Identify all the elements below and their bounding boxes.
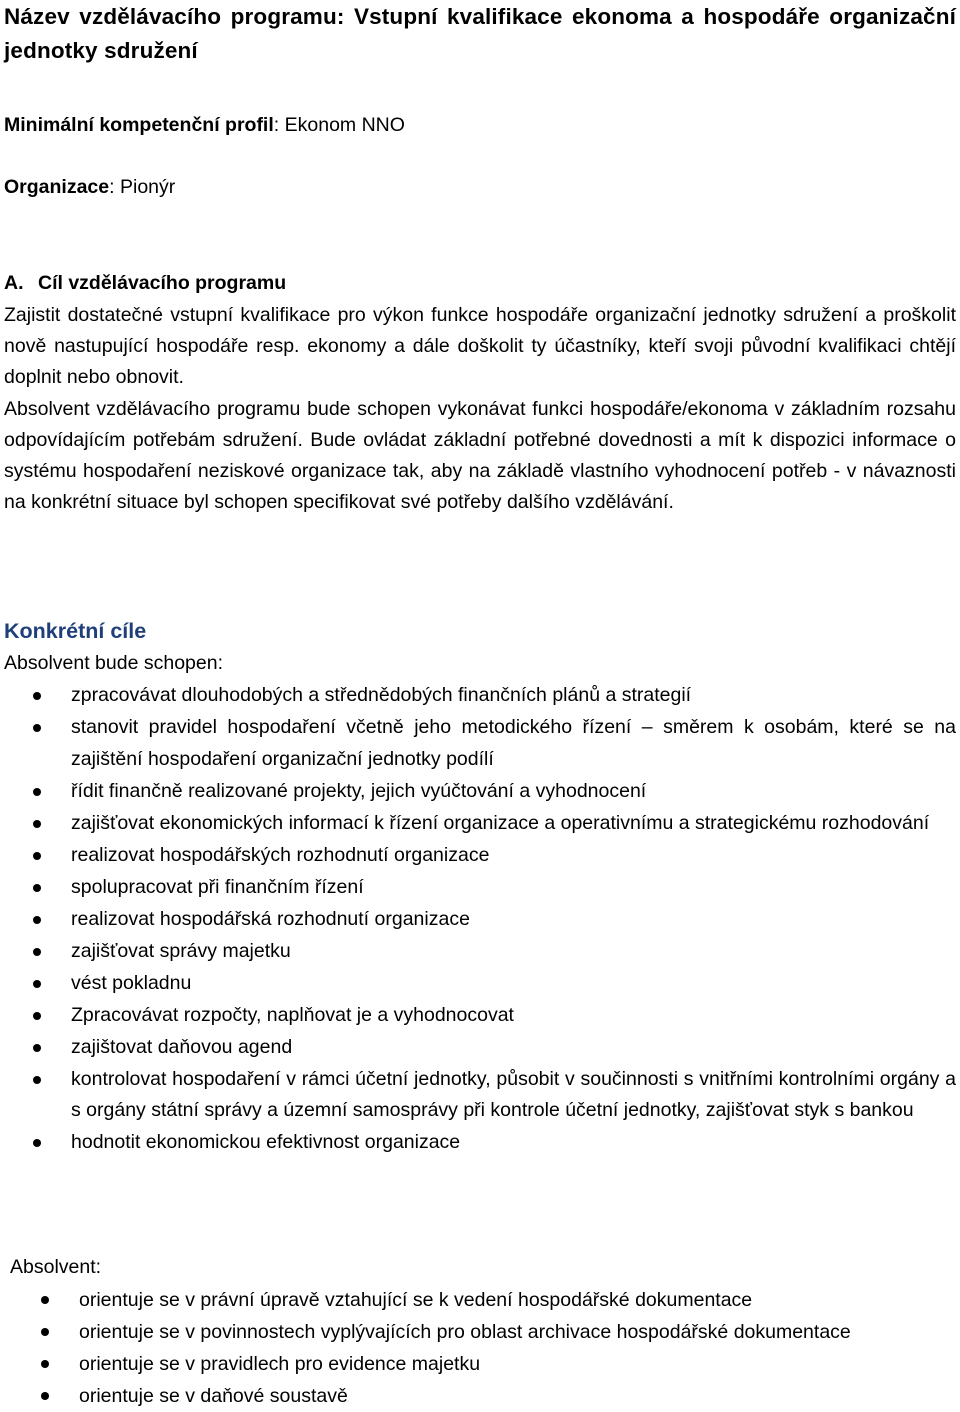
profile-value: : Ekonom NNO [273,114,405,136]
absolvent-text: orientuje se v povinnostech vyplývajících pro oblast archivace hospodářské dokumentace [79,1321,851,1343]
goal-text: hodnotit ekonomickou efektivnost organizace [71,1131,461,1153]
profile-label: Minimální kompetenční profil [4,114,274,136]
profile-line [4,112,944,138]
absolvent-text: orientuje se v daňové soustavě [79,1385,348,1407]
bullet-icon [33,852,41,860]
bullet-icon [33,980,41,988]
goal-text: řídit finančně realizované projekty, jejich vyúčtování a vyhodnocení [71,779,647,802]
list-item [0,1380,960,1412]
bullet-icon [33,820,41,828]
goal-text: zajištovat daňovou agend [71,1035,293,1058]
goal-text: zajišťovat správy majetku [71,939,291,962]
absolvent-text: orientuje se v právní úpravě vztahující se k vedení hospodářské dokumentace [79,1289,753,1311]
goal-text: stanovit pravidel hospodaření včetně jeho metodického řízení – směrem k osobám, které se na zajištění hospodaření organizační jednotky podílí [71,716,956,770]
list-item [0,968,960,1000]
bullet-icon [33,788,41,796]
absolvent-list [0,1284,960,1412]
bullet-icon [41,1392,49,1400]
bullet-icon [41,1296,49,1304]
organization-value: : Pionýr [109,176,176,198]
list-item [0,904,960,936]
bullet-icon [41,1328,49,1336]
list-item [0,1127,960,1159]
bullet-icon [33,1012,41,1020]
goal-text: spolupracovat při finančním řízení [71,875,364,898]
goal-text: vést pokladnu [71,971,192,994]
list-item [0,840,960,872]
bullet-icon [33,884,41,892]
goal-text: realizovat hospodářských rozhodnutí organizace [71,843,490,866]
goal-text: Zpracovávat rozpočty, naplňovat je a vyhodnocovat [71,1003,514,1026]
bullet-icon [33,692,41,700]
section-a-letter: A. [4,272,24,294]
organization-line [4,174,944,200]
list-item [0,1064,960,1127]
list-item [0,680,960,712]
list-item [0,776,960,808]
list-item [0,712,960,775]
bullet-icon [33,1076,41,1084]
list-item [0,808,960,840]
list-item [0,1316,960,1348]
bullet-icon [33,948,41,956]
goal-text: zpracovávat dlouhodobých a střednědobých finančních plánů a strategií [71,684,692,706]
bullet-icon [33,1139,41,1147]
goal-text: realizovat hospodářská rozhodnutí organizace [71,907,470,930]
organization-label: Organizace [4,176,110,198]
goals-list [0,680,960,1159]
bullet-icon [33,916,41,924]
absolvent-text: orientuje se v pravidlech pro evidence majetku [79,1353,481,1375]
section-a-title: Cíl vzdělávacího programu [38,272,287,294]
list-item [0,872,960,904]
list-item [0,1348,960,1380]
bullet-icon [33,724,41,732]
list-item [0,1032,960,1064]
bullet-icon [33,1044,41,1052]
list-item [0,1284,960,1316]
section-a-paragraph-1: Zajistit dostatečné vstupní kvalifikace pro výkon funkce hospodáře organizační jednotky sdružení a proškolit nově nastupující hospodáře resp. ekonomy a dále doškolit ty účastníky, kteří svoji původní kvalifikaci chtějí doplnit nebo obnovit. [4,304,956,388]
absolvent-label: Absolvent: [10,1256,102,1278]
section-a-paragraph-2: Absolvent vzdělávacího programu bude schopen vykonávat funkci hospodáře/ekonoma v základním rozsahu odpovídajícím potřebám sdružení. Bude ovládat základní potřebné dovednosti a mít k dispozici informace o systému hospodaření neziskové organizace tak, aby na základě vlastního vyhodnocení potřeb - v návaznosti na konkrétní situace byl schopen specifikovat své potřeby dalšího vzdělávání. [4,398,956,513]
goal-text: zajišťovat ekonomických informací k řízení organizace a operativnímu a strategickému rozhodování [71,811,930,834]
section-a-heading [4,270,286,296]
goals-intro: Absolvent bude schopen: [4,652,223,674]
bullet-icon [41,1360,49,1368]
goal-text: kontrolovat hospodaření v rámci účetní jednotky, působit v součinnosti s vnitřními kontrolními orgány a s orgány státní správy a územní samosprávy při kontrole účetní jednotky, zajišťovat styk s bankou [71,1067,956,1121]
list-item [0,1000,960,1032]
goals-heading: Konkrétní cíle [4,619,147,643]
document-title: Název vzdělávacího programu: Vstupní kvalifikace ekonoma a hospodáře organizační jednotky sdružení [4,4,956,63]
list-item [0,936,960,968]
